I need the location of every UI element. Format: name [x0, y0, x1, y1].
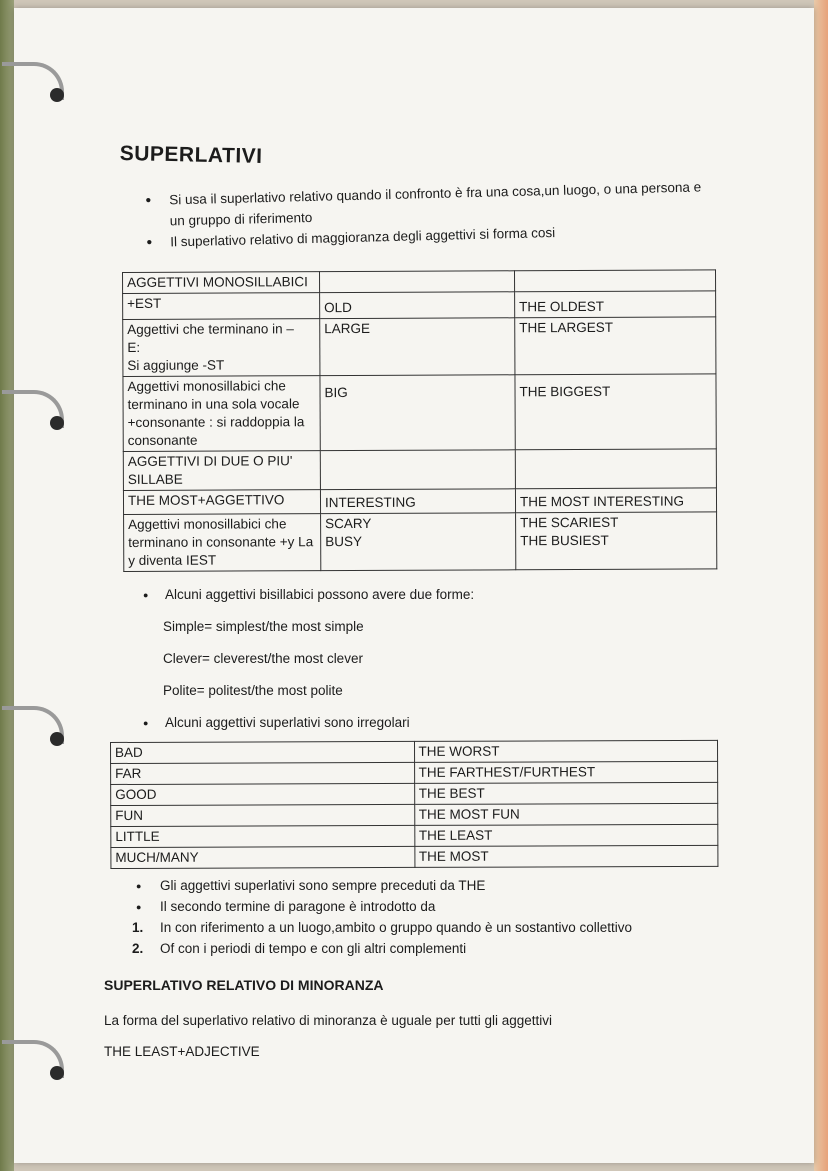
table-cell: [515, 449, 716, 489]
table-cell: AGGETTIVI DI DUE O PIU' SILLABE: [123, 451, 320, 491]
regular-superlatives-table: [122, 269, 717, 572]
numbered-item: [132, 917, 632, 938]
table-row: [111, 740, 718, 763]
table-row: [111, 845, 718, 868]
table-cell: LARGE: [320, 318, 515, 376]
table-row: [123, 270, 716, 294]
formula-text: THE LEAST+ADJECTIVE: [104, 1044, 260, 1059]
irregular-superlatives-table: [110, 740, 718, 869]
numbered-item: [132, 938, 632, 959]
table-row: [123, 291, 716, 320]
section-paragraph: La forma del superlativo relativo di minoranza è uguale per tutti gli aggettivi: [104, 1013, 552, 1028]
table-cell: GOOD: [111, 783, 415, 805]
bisyllabic-bullet: ● Alcuni aggettivi bisillabici possono avere due forme:: [143, 584, 474, 605]
table-cell: Aggettivi che terminano in – E: Si aggiunge -ST: [123, 319, 320, 377]
table-cell: THE FARTHEST/FURTHEST: [414, 761, 718, 783]
example-line: Clever= cleverest/the most clever: [163, 651, 363, 666]
table-cell: THE MOST INTERESTING: [515, 488, 716, 513]
table-row: [111, 824, 718, 847]
table-row: [124, 512, 717, 572]
item-text: Of con i periodi di tempo e con gli altri complementi: [160, 941, 467, 956]
irregular-bullet: ● Alcuni aggettivi superlativi sono irregolari: [143, 712, 474, 733]
table-cell: THE MOST: [414, 845, 718, 867]
table-cell: FAR: [111, 762, 415, 784]
table-cell: THE OLDEST: [515, 291, 716, 318]
table-row: [123, 374, 716, 452]
table-cell: BAD: [111, 741, 415, 763]
item-text: In con riferimento a un luogo,ambito o gruppo quando è un sostantivo collettivo: [160, 920, 633, 935]
intro-bullet-list: [145, 176, 706, 253]
item-number: 1.: [132, 920, 144, 935]
table-row: [123, 488, 716, 515]
table-cell: INTERESTING: [320, 489, 515, 514]
intro-bullet: ● Il superlativo relativo di maggioranza degli aggettivi si forma cosi: [146, 218, 706, 253]
table-cell: THE LEAST: [414, 824, 718, 846]
table-row: [111, 761, 718, 784]
table-cell: THE BEST: [414, 782, 718, 804]
section-heading: SUPERLATIVO RELATIVO DI MINORANZA: [104, 977, 384, 993]
table-cell: LITTLE: [111, 825, 415, 847]
table-cell: MUCH/MANY: [111, 846, 415, 868]
table-cell: SCARY BUSY: [321, 513, 516, 571]
table-cell: THE MOST FUN: [414, 803, 718, 825]
page-title: SUPERLATIVI: [119, 142, 263, 168]
table-cell: [320, 271, 515, 293]
table-cell: THE WORST: [414, 740, 718, 762]
table-row: [123, 317, 716, 377]
table-cell: FUN: [111, 804, 415, 826]
note-bullet: ● Gli aggettivi superlativi sono sempre preceduti da THE: [132, 875, 632, 896]
table-cell: THE LARGEST: [515, 317, 716, 375]
table-cell: [514, 270, 715, 292]
table-row: [123, 449, 716, 491]
intro-bullet: ● Si usa il superlativo relativo quando il confronto è fra una cosa,un luogo, o una persona e un gruppo di riferimento: [145, 176, 706, 232]
example-line: Polite= politest/the most polite: [163, 683, 343, 698]
table-cell: OLD: [320, 292, 515, 319]
note-bullet: ● Il secondo termine di paragone è introdotto da: [132, 896, 632, 917]
table-cell: THE BIGGEST: [515, 374, 716, 450]
table-cell: THE MOST+AGGETTIVO: [123, 490, 320, 515]
table-cell: +EST: [123, 293, 320, 320]
table-cell: Aggettivi monosillabici che terminano in una sola vocale +consonante : si raddoppia la consonante: [123, 376, 320, 452]
table-cell: Aggettivi monosillabici che terminano in consonante +y La y diventa IEST: [124, 514, 321, 572]
bisyllabic-section: [143, 584, 474, 733]
table-row: [111, 782, 718, 805]
item-number: 2.: [132, 941, 144, 956]
table-row: [111, 803, 718, 826]
table-cell: BIG: [320, 375, 515, 451]
table-cell: AGGETTIVI MONOSILLABICI: [123, 272, 320, 294]
table-cell: THE SCARIEST THE BUSIEST: [516, 512, 717, 570]
notes-section: [132, 875, 632, 959]
table-cell: [320, 450, 515, 490]
example-line: Simple= simplest/the most simple: [163, 619, 364, 634]
